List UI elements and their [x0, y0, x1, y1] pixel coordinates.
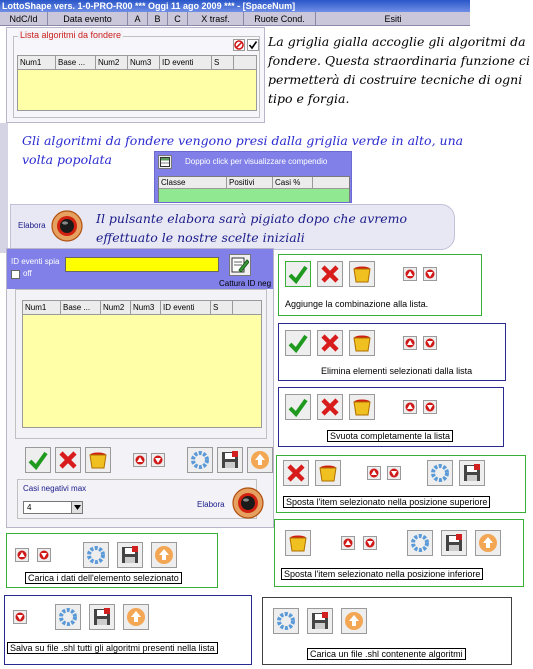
- upload-icon-example: [341, 608, 367, 634]
- column-header[interactable]: Positivi: [227, 177, 273, 188]
- upload-icon: [478, 533, 498, 553]
- checkmark-icon: [288, 333, 308, 353]
- down-arrow-icon: [389, 468, 399, 478]
- up-arrow-icon: [369, 468, 379, 478]
- note-green-grid: Gli algoritmi da fondere vengono presi dalla griglia verde in alto, una volta popolata: [22, 133, 464, 167]
- bucket-icon-example: [349, 261, 375, 287]
- column-header[interactable]: Casi %: [273, 177, 313, 188]
- move-down-button[interactable]: [151, 453, 165, 467]
- left-strip: [0, 123, 8, 253]
- edit-document-icon: [231, 256, 249, 274]
- upload-icon-example: [475, 530, 501, 556]
- callout-carica-dati-text: Carica i dati dell'elemento selezionato: [25, 572, 182, 584]
- check-button[interactable]: [247, 39, 259, 51]
- add-icon-example: [285, 394, 311, 420]
- casi-select[interactable]: [23, 501, 83, 514]
- bucket-icon: [352, 264, 372, 284]
- up-icon-example: [341, 536, 355, 550]
- save-icon-example: [459, 460, 485, 486]
- ring-icon-example: [83, 542, 109, 568]
- add-icon-example: [285, 330, 311, 356]
- header-col[interactable]: B: [148, 12, 168, 26]
- down-arrow-icon: [425, 338, 435, 348]
- callout-svuota-text: Svuota completamente la lista: [327, 430, 453, 442]
- floppy-disk-icon: [444, 533, 464, 553]
- delete-icon-example: [283, 460, 309, 486]
- ring-icon: [86, 545, 106, 565]
- floppy-disk-icon: [220, 450, 240, 470]
- down-icon-example: [423, 336, 437, 350]
- ring-icon: [430, 463, 450, 483]
- callout-carica-dati: [6, 533, 218, 588]
- red-x-icon: [286, 463, 306, 483]
- down-arrow-icon: [425, 402, 435, 412]
- no-entry-button[interactable]: [233, 39, 245, 51]
- column-header[interactable]: Num3: [131, 301, 161, 314]
- up-arrow-icon: [17, 550, 27, 560]
- callout-elimina: [278, 323, 506, 381]
- red-x-icon: [320, 264, 340, 284]
- lower-button-row: [25, 447, 273, 473]
- up-icon-example: [403, 267, 417, 281]
- lower-list-grid[interactable]: [22, 300, 262, 428]
- callout-sposta-giu: [274, 519, 524, 587]
- top-list-panel: [6, 27, 265, 123]
- down-arrow-icon: [153, 455, 163, 465]
- down-icon-example: [387, 466, 401, 480]
- compendio-button[interactable]: [158, 155, 172, 169]
- column-header[interactable]: Num3: [128, 56, 160, 69]
- callout-carica-file: [262, 597, 512, 665]
- elabora-label: Elabora: [18, 221, 46, 230]
- ring-icon: [410, 533, 430, 553]
- down-arrow-icon: [365, 538, 375, 548]
- bucket-icon: [352, 333, 372, 353]
- bucket-icon-example: [285, 530, 311, 556]
- column-header[interactable]: S: [212, 56, 234, 69]
- bucket-icon: [288, 533, 308, 553]
- down-icon-example: [423, 400, 437, 414]
- header-col[interactable]: X trasf.: [188, 12, 244, 26]
- id-eventi-input[interactable]: [65, 257, 219, 272]
- compendio-rows[interactable]: [159, 189, 349, 202]
- note-elabora: Il pulsante elabora sarà pigiato dopo che avremo effettuato le nostre scelte iniziali: [96, 211, 408, 245]
- up-icon-example: [403, 400, 417, 414]
- callout-elimina-text: Elimina elementi selezionati dalla lista: [321, 366, 473, 376]
- bucket-icon: [352, 397, 372, 417]
- bucket-icon: [88, 450, 108, 470]
- down-icon-example: [423, 267, 437, 281]
- results-header: [0, 12, 470, 26]
- move-up-button[interactable]: [133, 453, 147, 467]
- save-icon-example: [117, 542, 143, 568]
- header-col[interactable]: Ruote Cond.: [244, 12, 316, 26]
- up-icon-example: [367, 466, 381, 480]
- window-title-bar: LottoShape vers. 1-0-PRO-R00 *** Oggi 11 ago 2009 *** - [SpaceNum]: [0, 0, 470, 12]
- checkmark-icon: [288, 264, 308, 284]
- delete-icon-example: [317, 394, 343, 420]
- no-entry-icon: [234, 40, 244, 50]
- red-x-icon: [320, 397, 340, 417]
- ring-icon-example: [55, 604, 81, 630]
- chevron-down-icon[interactable]: [71, 502, 82, 513]
- down-arrow-icon: [39, 550, 49, 560]
- header-col[interactable]: Data evento: [48, 12, 128, 26]
- upload-icon: [250, 450, 270, 470]
- compendio-hint: Doppio click per visualizzare compendio: [185, 157, 328, 166]
- compendio-grid[interactable]: [158, 176, 350, 202]
- empty-button[interactable]: [85, 447, 111, 473]
- up-icon-example: [15, 548, 29, 562]
- down-icon-example: [37, 548, 51, 562]
- upload-icon: [344, 611, 364, 631]
- callout-salva-text: Salva su file .shl tutti gli algoritmi presenti nella lista: [7, 642, 218, 654]
- down-icon-example: [363, 536, 377, 550]
- red-x-icon: [320, 333, 340, 353]
- bucket-icon-example: [315, 460, 341, 486]
- down-icon-example: [13, 610, 27, 624]
- down-arrow-icon: [15, 612, 25, 622]
- header-col[interactable]: A: [128, 12, 148, 26]
- callout-salva: [4, 595, 252, 665]
- callout-carica-file-text: Carica un file .shl contenente algoritmi: [307, 648, 466, 660]
- cattura-label: Cattura ID neg: [219, 279, 272, 288]
- id-eventi-label: ID eventi spia: [11, 257, 60, 266]
- add-button[interactable]: [25, 447, 51, 473]
- top-list-legend: Lista algoritmi da fondere: [20, 30, 122, 40]
- delete-icon-example: [317, 330, 343, 356]
- lower-elabora-button[interactable]: [232, 487, 264, 519]
- checkmark-icon: [28, 450, 48, 470]
- upload-icon-example: [151, 542, 177, 568]
- elabora-button[interactable]: [51, 210, 83, 242]
- power-button-icon: [51, 210, 83, 242]
- add-icon-example: [285, 261, 311, 287]
- save-button[interactable]: [217, 447, 243, 473]
- upload-icon: [154, 545, 174, 565]
- compendio-panel: [154, 151, 352, 203]
- bucket-icon-example: [349, 394, 375, 420]
- column-header[interactable]: S: [211, 301, 233, 314]
- ring-icon: [190, 450, 210, 470]
- check-icon: [248, 40, 258, 50]
- lower-list-header: [23, 301, 261, 315]
- power-button-icon: [232, 487, 264, 519]
- callout-sposta-giu-text: Sposta l'item selezionato nella posizione inferiore: [281, 568, 483, 580]
- top-list-grid[interactable]: [17, 55, 257, 111]
- up-arrow-icon: [343, 538, 353, 548]
- column-header[interactable]: Num1: [23, 301, 61, 314]
- column-header[interactable]: Num1: [18, 56, 56, 69]
- load-data-button[interactable]: [187, 447, 213, 473]
- off-checkbox[interactable]: [11, 270, 20, 279]
- lower-fieldset: [15, 289, 267, 439]
- save-icon-example: [441, 530, 467, 556]
- floppy-disk-icon: [120, 545, 140, 565]
- up-icon-example: [403, 336, 417, 350]
- checkmark-icon: [288, 397, 308, 417]
- column-header[interactable]: Base ...: [56, 56, 96, 69]
- header-col[interactable]: Esiti: [384, 14, 402, 24]
- bucket-icon-example: [349, 330, 375, 356]
- ring-icon-example: [407, 530, 433, 556]
- floppy-disk-icon: [462, 463, 482, 483]
- lower-elabora-label: Elabora: [197, 500, 225, 509]
- ring-icon: [276, 611, 296, 631]
- lower-panel: [6, 248, 274, 528]
- casi-label: Casi negativi max: [23, 484, 87, 493]
- callout-aggiunge: [278, 254, 482, 316]
- ring-icon-example: [273, 608, 299, 634]
- callout-sposta-su-text: Sposta l'item selezionato nella posizione superiore: [283, 496, 490, 508]
- up-arrow-icon: [135, 455, 145, 465]
- floppy-disk-icon: [310, 611, 330, 631]
- table-icon: [160, 157, 170, 167]
- compendio-header: [159, 177, 349, 189]
- column-header[interactable]: Num2: [96, 56, 128, 69]
- callout-sposta-su: [276, 455, 526, 513]
- column-header[interactable]: Classe: [159, 177, 227, 188]
- callout-svuota: [278, 387, 504, 447]
- floppy-disk-icon: [92, 607, 112, 627]
- down-arrow-icon: [425, 269, 435, 279]
- save-icon-example: [89, 604, 115, 630]
- column-header[interactable]: Num2: [101, 301, 131, 314]
- note-yellow-grid: La griglia gialla accoglie gli algoritmi da fondere. Questa straordinaria funzione ci permetterà di costruire tecniche di ogni tipo e forgia.: [268, 34, 531, 106]
- column-header[interactable]: ID eventi: [161, 301, 211, 314]
- column-header[interactable]: ID eventi: [160, 56, 212, 69]
- up-arrow-icon: [405, 269, 415, 279]
- ring-icon: [58, 607, 78, 627]
- ring-icon-example: [427, 460, 453, 486]
- header-col[interactable]: C: [168, 12, 188, 26]
- up-arrow-icon: [405, 338, 415, 348]
- upload-icon: [126, 607, 146, 627]
- casi-value: 4: [27, 503, 32, 512]
- upload-icon-example: [123, 604, 149, 630]
- header-col[interactable]: NdC/Id: [0, 12, 48, 26]
- callout-aggiunge-text: Aggiunge la combinazione alla lista.: [285, 299, 429, 309]
- up-arrow-icon: [405, 402, 415, 412]
- delete-button[interactable]: [55, 447, 81, 473]
- red-x-icon: [58, 450, 78, 470]
- cattura-button[interactable]: [229, 254, 251, 276]
- bucket-icon: [318, 463, 338, 483]
- off-label: off: [23, 269, 32, 278]
- delete-icon-example: [317, 261, 343, 287]
- top-list-header: [18, 56, 256, 70]
- open-file-button[interactable]: [247, 447, 273, 473]
- save-icon-example: [307, 608, 333, 634]
- column-header[interactable]: Base ...: [61, 301, 101, 314]
